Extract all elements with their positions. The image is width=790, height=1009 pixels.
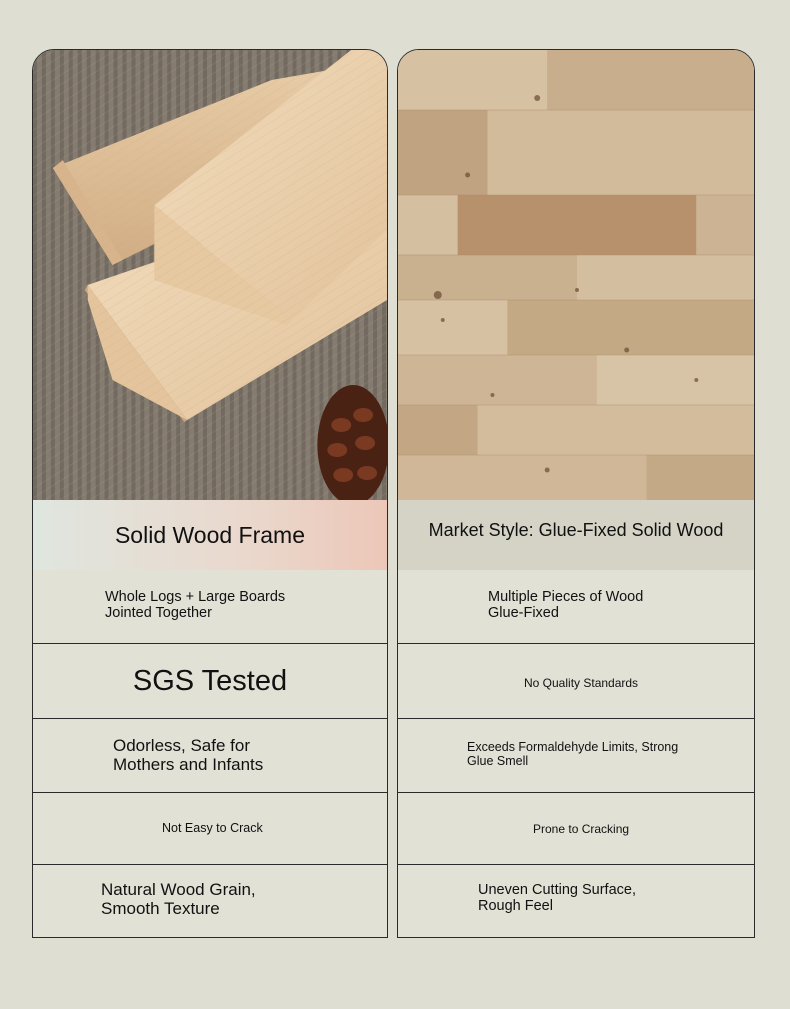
solid-wood-card <box>32 49 388 938</box>
sgs-tested-text: SGS Tested <box>132 665 288 697</box>
left-row-1-line-2: Jointed Together <box>105 604 212 621</box>
solid-wood-header-text: Solid Wood Frame <box>114 521 306 548</box>
glue-fixed-header-text: Market Style: Glue-Fixed Solid Wood <box>428 520 724 540</box>
left-row-1-text <box>105 590 285 622</box>
right-row-5-text <box>478 883 636 915</box>
right-row-5 <box>398 864 754 938</box>
left-row-2 <box>33 643 387 718</box>
right-row-1 <box>398 570 754 643</box>
left-row-3-line-1: Odorless, Safe for <box>113 736 251 755</box>
left-row-4-text: Not Easy to Crack <box>162 821 263 835</box>
left-row-5-text <box>101 881 256 918</box>
right-row-1-text <box>488 590 643 622</box>
solid-wood-beams-photo <box>33 50 387 500</box>
solid-wood-header <box>33 500 387 570</box>
right-row-5-line-1: Uneven Cutting Surface, <box>478 882 636 898</box>
right-row-3-line-1: Exceeds Formaldehyde Limits, Strong <box>467 740 679 754</box>
right-row-3-text <box>467 741 678 769</box>
right-row-5-line-2: Rough Feel <box>478 897 553 914</box>
right-row-1-line-2: Glue-Fixed <box>488 604 559 621</box>
left-row-5 <box>33 864 387 938</box>
left-row-1 <box>33 570 387 643</box>
right-row-1-line-1: Multiple Pieces of Wood <box>488 589 644 605</box>
right-row-3 <box>398 718 754 792</box>
left-row-5-line-1: Natural Wood Grain, <box>101 880 256 899</box>
left-row-3 <box>33 718 387 792</box>
left-row-5-line-2: Smooth Texture <box>101 898 220 918</box>
glue-fixed-header <box>398 500 754 570</box>
glue-fixed-wood-photo <box>398 50 754 500</box>
left-row-3-text <box>113 737 263 774</box>
left-row-1-line-1: Whole Logs + Large Boards <box>105 589 286 605</box>
left-row-3-line-2: Mothers and Infants <box>113 754 264 774</box>
right-row-3-line-2: Glue Smell <box>467 753 529 768</box>
right-row-2 <box>398 643 754 718</box>
glue-fixed-wood-card <box>397 49 755 938</box>
right-row-2-text: No Quality Standards <box>524 676 639 690</box>
right-row-4 <box>398 792 754 864</box>
right-row-4-text: Prone to Cracking <box>533 822 630 836</box>
left-row-4 <box>33 792 387 864</box>
